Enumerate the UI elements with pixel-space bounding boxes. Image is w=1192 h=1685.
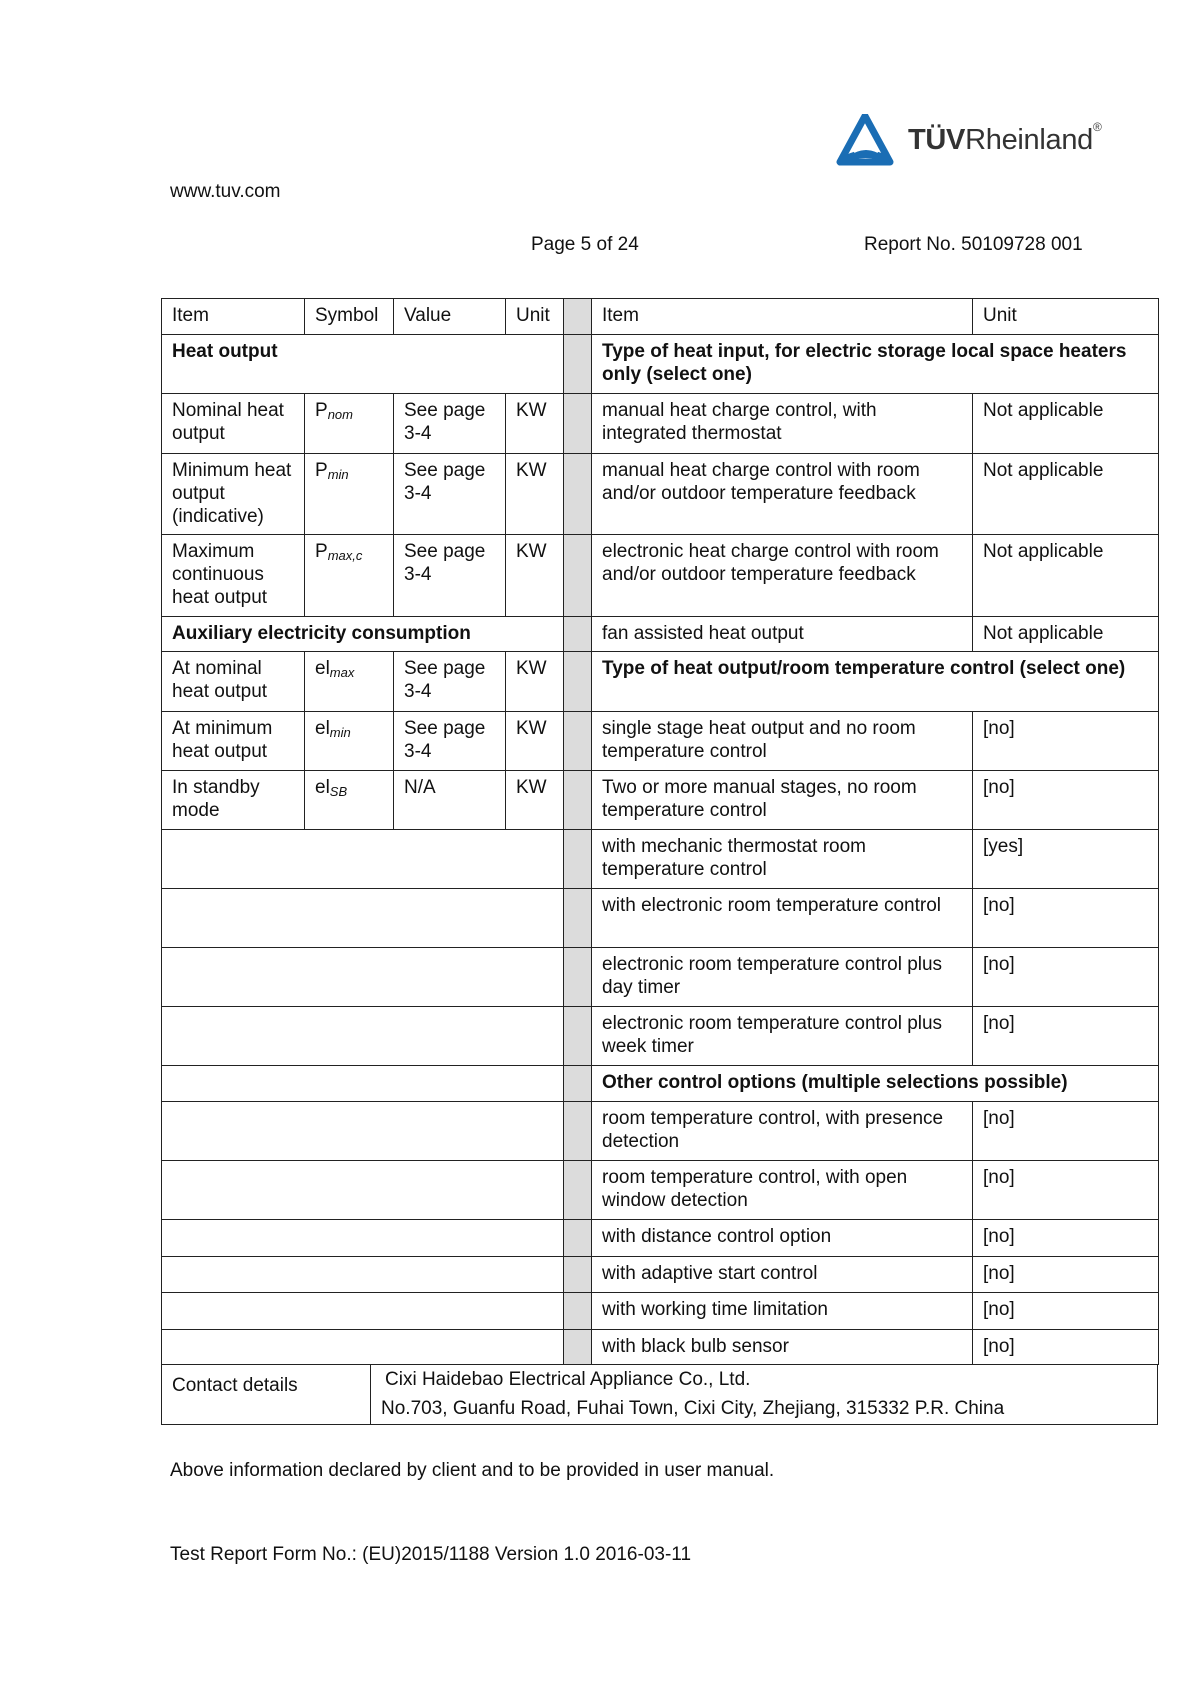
unit-cell: KW (506, 652, 564, 712)
control-value-cell: [no] (973, 1257, 1159, 1293)
empty-left-cell (162, 1007, 564, 1066)
item-cell: At minimum heat output (162, 712, 305, 771)
item-cell: At nominal heat output (162, 652, 305, 712)
left-section-heading: Auxiliary electricity consumption (162, 617, 564, 652)
control-item-cell: with distance control option (592, 1220, 973, 1257)
control-value-cell: [no] (973, 1161, 1159, 1220)
symbol-subscript: min (327, 467, 349, 482)
separator-cell (564, 535, 592, 617)
separator-cell (564, 889, 592, 948)
table-row (162, 1220, 1159, 1257)
empty-left-cell (162, 1102, 564, 1161)
control-item-cell: with black bulb sensor (592, 1330, 973, 1365)
control-item-cell: electronic room temperature control plus day timer (592, 948, 973, 1007)
table-row (162, 830, 1159, 889)
control-item-cell: with mechanic thermostat room temperature control (592, 830, 973, 889)
table-row (162, 1293, 1159, 1330)
unit-cell: KW (506, 771, 564, 830)
table-row (162, 1161, 1159, 1220)
symbol-base: el (315, 777, 330, 798)
separator-cell (564, 1220, 592, 1257)
control-item-cell: with adaptive start control (592, 1257, 973, 1293)
col-header-item-right: Item (592, 299, 973, 335)
separator-cell (564, 830, 592, 889)
empty-left-cell (162, 948, 564, 1007)
table-row (162, 948, 1159, 1007)
value-cell: N/A (394, 771, 506, 830)
tuv-rheinland-logo (836, 114, 1102, 166)
symbol-subscript: max,c (327, 548, 363, 563)
table-row (162, 535, 1159, 617)
website-text: www.tuv.com (170, 181, 281, 202)
separator-cell (564, 1007, 592, 1066)
table-row (162, 617, 1159, 652)
table-row (162, 394, 1159, 454)
specification-table (161, 298, 1159, 1365)
page-number: Page 5 of 24 (531, 234, 639, 255)
empty-left-cell (162, 1066, 564, 1102)
empty-left-cell (162, 1330, 564, 1365)
unit-cell: KW (506, 535, 564, 617)
separator-cell (564, 1066, 592, 1102)
symbol-cell (305, 712, 394, 771)
control-item-cell: room temperature control, with presence detection (592, 1102, 973, 1161)
symbol-base: el (315, 718, 330, 739)
separator-cell (564, 1102, 592, 1161)
col-header-symbol: Symbol (305, 299, 394, 335)
symbol-subscript: SB (329, 784, 348, 799)
table-row (162, 712, 1159, 771)
control-value-cell: [no] (973, 1007, 1159, 1066)
left-section-heading: Heat output (162, 335, 564, 394)
separator-cell (564, 1161, 592, 1220)
table-row (162, 335, 1159, 394)
separator-cell (564, 454, 592, 535)
value-cell: See page 3-4 (394, 652, 506, 712)
separator-cell (564, 712, 592, 771)
control-value-cell: Not applicable (973, 454, 1159, 535)
control-value-cell: [no] (973, 712, 1159, 771)
report-number: Report No. 50109728 001 (864, 234, 1083, 255)
col-header-unit: Unit (506, 299, 564, 335)
separator-cell (564, 948, 592, 1007)
table-header-row (162, 299, 1159, 335)
item-cell: In standby mode (162, 771, 305, 830)
symbol-base: el (315, 658, 330, 679)
symbol-subscript: nom (327, 407, 353, 422)
separator-cell (564, 617, 592, 652)
table-row (162, 1330, 1159, 1365)
col-header-unit-right: Unit (973, 299, 1159, 335)
right-section-heading: Other control options (multiple selections possible) (592, 1066, 1159, 1102)
control-value-cell: [no] (973, 1293, 1159, 1330)
right-section-heading: Type of heat input, for electric storage local space heaters only (select one) (592, 335, 1159, 394)
item-cell: Minimum heat output (indicative) (162, 454, 305, 535)
table-row (162, 771, 1159, 830)
symbol-base: P (315, 541, 328, 562)
item-cell: Nominal heat output (162, 394, 305, 454)
table-row (162, 1257, 1159, 1293)
table-row (162, 454, 1159, 535)
value-cell: See page 3-4 (394, 454, 506, 535)
control-value-cell: Not applicable (973, 394, 1159, 454)
col-header-value: Value (394, 299, 506, 335)
separator-cell (564, 771, 592, 830)
symbol-cell (305, 652, 394, 712)
unit-cell: KW (506, 712, 564, 771)
separator-cell (564, 299, 592, 335)
symbol-subscript: max (329, 665, 355, 680)
separator-cell (564, 1257, 592, 1293)
right-section-heading: Type of heat output/room temperature control (select one) (592, 652, 1159, 712)
unit-cell: KW (506, 394, 564, 454)
control-item-cell: electronic room temperature control plus week timer (592, 1007, 973, 1066)
contact-address: No.703, Guanfu Road, Fuhai Town, Cixi City, Zhejiang, 315332 P.R. China (381, 1398, 1005, 1419)
item-cell: Maximum continuous heat output (162, 535, 305, 617)
value-cell: See page 3-4 (394, 712, 506, 771)
symbol-cell (305, 535, 394, 617)
control-value-cell: [yes] (973, 830, 1159, 889)
separator-cell (564, 335, 592, 394)
symbol-base: P (315, 400, 328, 421)
control-value-cell: [no] (973, 948, 1159, 1007)
control-value-cell: [no] (973, 1102, 1159, 1161)
empty-left-cell (162, 830, 564, 889)
contact-label: Contact details (162, 1365, 371, 1425)
control-item-cell: manual heat charge control with room and/or outdoor temperature feedback (592, 454, 973, 535)
symbol-subscript: min (329, 725, 351, 740)
symbol-cell (305, 771, 394, 830)
value-cell: See page 3-4 (394, 394, 506, 454)
control-value-cell: Not applicable (973, 535, 1159, 617)
separator-cell (564, 652, 592, 712)
control-item-cell: Two or more manual stages, no room temperature control (592, 771, 973, 830)
empty-left-cell (162, 1293, 564, 1330)
control-value-cell: [no] (973, 1220, 1159, 1257)
control-item-cell: with electronic room temperature control (592, 889, 973, 948)
control-item-cell: room temperature control, with open window detection (592, 1161, 973, 1220)
table-row (162, 1066, 1159, 1102)
table-row (162, 1102, 1159, 1161)
control-value-cell: [no] (973, 1330, 1159, 1365)
control-item-cell: fan assisted heat output (592, 617, 973, 652)
control-item-cell: single stage heat output and no room temperature control (592, 712, 973, 771)
empty-left-cell (162, 1257, 564, 1293)
logo-text: TÜVRheinland® (908, 119, 1102, 156)
col-header-item: Item (162, 299, 305, 335)
control-value-cell: Not applicable (973, 617, 1159, 652)
test-report-form-number: Test Report Form No.: (EU)2015/1188 Version 1.0 2016-03-11 (170, 1544, 692, 1565)
symbol-cell (305, 394, 394, 454)
separator-cell (564, 1330, 592, 1365)
empty-left-cell (162, 889, 564, 948)
separator-cell (564, 394, 592, 454)
separator-cell (564, 1293, 592, 1330)
control-item-cell: manual heat charge control, with integrated thermostat (592, 394, 973, 454)
tuv-triangle-icon (836, 114, 894, 166)
empty-left-cell (162, 1161, 564, 1220)
control-value-cell: [no] (973, 889, 1159, 948)
control-item-cell: with working time limitation (592, 1293, 973, 1330)
table-row (162, 889, 1159, 948)
empty-left-cell (162, 1220, 564, 1257)
value-cell: See page 3-4 (394, 535, 506, 617)
contact-company: Cixi Haidebao Electrical Appliance Co., Ltd. (385, 1369, 751, 1390)
contact-table (161, 1364, 1158, 1425)
control-item-cell: electronic heat charge control with room and/or outdoor temperature feedback (592, 535, 973, 617)
table-row (162, 652, 1159, 712)
symbol-base: P (315, 460, 328, 481)
table-row (162, 1007, 1159, 1066)
declaration-note: Above information declared by client and to be provided in user manual. (170, 1460, 775, 1481)
unit-cell: KW (506, 454, 564, 535)
symbol-cell (305, 454, 394, 535)
control-value-cell: [no] (973, 771, 1159, 830)
